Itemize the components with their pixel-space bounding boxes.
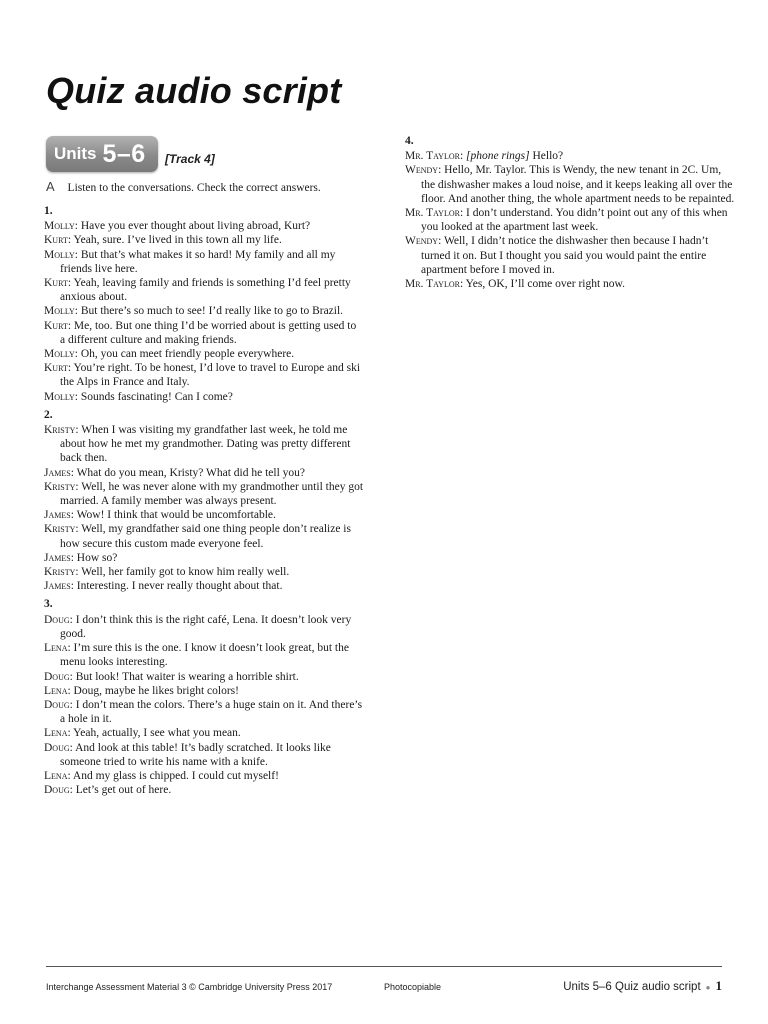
left-column — [44, 204, 364, 801]
dialogue-text: Yeah, leaving family and friends is something I’d feel pretty anxious about. — [60, 277, 351, 304]
footer-page-label: Units 5–6 Quiz audio script — [563, 981, 701, 993]
dialogue-text: Yeah, actually, I see what you mean. — [73, 727, 241, 740]
dialogue-line: Molly: Have you ever thought about living abroad, Kurt? — [44, 220, 311, 233]
page-number: 1 — [715, 978, 722, 993]
speaker-name: Kurt — [44, 234, 68, 247]
bullet-icon: ● — [705, 983, 711, 992]
speaker-name: Doug — [44, 670, 70, 683]
dialogue-line: Doug: I don’t mean the colors. There’s a huge stain on it. And there’s a hole in it. — [44, 698, 363, 726]
dialogue-text: Well, my grandfather said one thing people don’t realize is how secure this custom made everyone feel. — [60, 523, 351, 550]
dialogue-line: Kristy: Well, he was never alone with my grandmother until they got married. A family member was always present. — [44, 480, 364, 508]
track-label: [Track 4] — [165, 152, 215, 166]
conversation-number: 1. — [44, 205, 53, 217]
dialogue-line: Lena: And my glass is chipped. I could cut myself! — [44, 769, 279, 782]
speaker-name: Molly — [44, 348, 75, 361]
dialogue-text: Me, too. But one thing I’d be worried about is getting used to a different culture and making friends. — [60, 319, 357, 346]
right-column — [405, 134, 735, 295]
dialogue-text: I’m sure this is the one. I know it doesn’t look great, but the menu looks interesting. — [60, 642, 349, 669]
instruction-text: Listen to the conversations. Check the correct answers. — [67, 182, 321, 194]
dialogue-text: I don’t mean the colors. There’s a huge stain on it. And there’s a hole in it. — [60, 698, 363, 726]
dialogue-line: Lena: I’m sure this is the one. I know it doesn’t look great, but the menu looks interesting. — [44, 642, 349, 669]
speaker-name: Kurt — [44, 277, 68, 290]
dialogue-text: Let’s get out of here. — [75, 784, 172, 797]
speaker-name: Lena — [44, 642, 68, 655]
dialogue-text: Interesting. I never really thought about that. — [76, 580, 283, 593]
dialogue-text: Yes, OK, I’ll come over right now. — [465, 278, 625, 291]
speaker-name: Molly — [44, 248, 75, 261]
dialogue-line: Doug: But look! That waiter is wearing a horrible shirt. — [44, 670, 299, 683]
dialogue-text: I don’t think this is the right café, Lena. It doesn’t look very good. — [60, 613, 352, 640]
speaker-name: Lena — [44, 684, 68, 697]
dialogue-line: Mr. Taylor: [phone rings] Hello? — [405, 150, 564, 163]
dialogue-line: James: How so? — [44, 551, 118, 564]
dialogue-text: Oh, you can meet friendly people everywhere. — [80, 348, 295, 361]
dialogue-line: Kristy: When I was visiting my grandfather last week, he told me about how he met my grandmother. Dating was pretty different back then. — [44, 424, 351, 465]
dialogue-line: Mr. Taylor: Yes, OK, I’ll come over right now. — [405, 278, 625, 291]
dialogue-text: Doug, maybe he likes bright colors! — [73, 684, 239, 697]
dialogue-text: And look at this table! It’s badly scratched. It looks like someone tried to write his name with a knife. — [60, 741, 331, 768]
dialogue-text: But there’s so much to see! I’d really like to go to Brazil. — [80, 305, 344, 318]
dialogue-text: Well, I didn’t notice the dishwasher then because I hadn’t turned it on. But I thought you said you would paint the entire apartment before I moved in. — [421, 235, 709, 276]
dialogue-line: Doug: And look at this table! It’s badly scratched. It looks like someone tried to write his name with a knife. — [44, 741, 331, 768]
speaker-name: Kristy — [44, 566, 76, 579]
dialogue-text: What do you mean, Kristy? What did he tell you? — [76, 466, 306, 479]
speaker-name: Wendy — [405, 164, 439, 177]
footer — [46, 978, 722, 994]
dialogue-text: You’re right. To be honest, I’d love to travel to Europe and ski the Alps in France and Italy. — [60, 362, 361, 389]
speaker-name: Molly — [44, 305, 75, 318]
conversation-1 — [44, 204, 364, 404]
speaker-name: Doug — [44, 784, 70, 797]
instruction-letter: A — [46, 179, 55, 194]
dialogue-line: Molly: But there’s so much to see! I’d really like to go to Brazil. — [44, 305, 344, 318]
conversation-4 — [405, 134, 735, 291]
dialogue-line: Kurt: Me, too. But one thing I’d be worried about is getting used to a different culture and making friends. — [44, 319, 357, 346]
instruction — [46, 180, 321, 195]
speaker-name: Lena — [44, 769, 68, 782]
unit-badge — [46, 136, 158, 172]
dialogue-line: Mr. Taylor: I don’t understand. You didn’t point out any of this when you looked at the apartment last week. — [405, 207, 728, 234]
speaker-name: Kristy — [44, 480, 76, 493]
dialogue-text: And my glass is chipped. I could cut myself! — [72, 769, 279, 782]
dialogue-line: Kurt: Yeah, leaving family and friends is something I’d feel pretty anxious about. — [44, 277, 351, 304]
speaker-name: Wendy — [405, 235, 439, 248]
speaker-name: Mr. Taylor — [405, 207, 460, 220]
dialogue-line: Lena: Yeah, actually, I see what you mean. — [44, 727, 241, 740]
dialogue-line: Wendy: Well, I didn’t notice the dishwasher then because I hadn’t turned it on. But I thought you said you would paint the entire apartment before I moved in. — [405, 235, 709, 276]
speaker-name: Lena — [44, 727, 68, 740]
speaker-name: James — [44, 466, 71, 479]
speaker-name: Molly — [44, 390, 75, 403]
footer-photocopiable: Photocopiable — [384, 982, 442, 992]
speaker-name: James — [44, 551, 71, 564]
dialogue-line: Kurt: You’re right. To be honest, I’d love to travel to Europe and ski the Alps in France and Italy. — [44, 362, 361, 389]
conversation-3 — [44, 597, 364, 797]
speaker-name: Molly — [44, 220, 75, 233]
speaker-name: Mr. Taylor — [405, 150, 460, 163]
conversation-number: 2. — [44, 408, 53, 421]
dialogue-line: Doug: I don’t think this is the right café, Lena. It doesn’t look very good. — [44, 613, 352, 640]
unit-badge-numbers: 5–6 — [102, 139, 146, 168]
dialogue-text: Wow! I think that would be uncomfortable. — [76, 509, 276, 522]
dialogue-text: When I was visiting my grandfather last week, he told me about how he met my grandmother. Dating was pretty different back then. — [60, 424, 351, 465]
stage-direction: [phone rings] — [466, 150, 530, 163]
speaker-name: Kurt — [44, 362, 68, 375]
dialogue-line: Kristy: Well, my grandfather said one thing people don’t realize is how secure this custom made everyone feel. — [44, 523, 351, 550]
footer-copyright: Interchange Assessment Material 3 © Cambridge University Press 2017 — [46, 982, 333, 992]
dialogue-text: But that’s what makes it so hard! My family and all my friends live here. — [60, 248, 336, 275]
speaker-name: Kristy — [44, 523, 76, 536]
dialogue-line: James: What do you mean, Kristy? What did he tell you? — [44, 466, 306, 479]
dialogue-text: Have you ever thought about living abroad, Kurt? — [80, 220, 311, 233]
speaker-name: Kristy — [44, 424, 76, 437]
dialogue-text: Well, her family got to know him really well. — [81, 566, 290, 579]
dialogue-text: Hello? — [532, 150, 564, 163]
dialogue-text: Well, he was never alone with my grandmother until they got married. A family member was always present. — [60, 480, 364, 508]
conversation-number: 4. — [405, 135, 414, 147]
page-title: Quiz audio script — [46, 70, 342, 111]
speaker-name: James — [44, 580, 71, 593]
conversation-2 — [44, 408, 364, 594]
speaker-name: Kurt — [44, 319, 68, 332]
dialogue-text: Yeah, sure. I’ve lived in this town all my life. — [73, 234, 282, 247]
speaker-name: Mr. Taylor — [405, 278, 460, 291]
dialogue-line: James: Wow! I think that would be uncomfortable. — [44, 509, 276, 522]
dialogue-text: Hello, Mr. Taylor. This is Wendy, the new tenant in 2C. Um, the dishwasher makes a loud noise, and it keeps leaking all over the floor. And another thing, the whole apartment needs to be repainted. — [421, 164, 735, 205]
dialogue-line: Kurt: Yeah, sure. I’ve lived in this town all my life. — [44, 234, 282, 247]
speaker-name: James — [44, 509, 71, 522]
dialogue-text: I don’t understand. You didn’t point out any of this when you looked at the apartment last week. — [421, 207, 728, 234]
speaker-name: Doug — [44, 613, 70, 626]
dialogue-line: Kristy: Well, her family got to know him really well. — [44, 566, 290, 579]
speaker-name: Doug — [44, 741, 70, 754]
dialogue-line: Wendy: Hello, Mr. Taylor. This is Wendy, the new tenant in 2C. Um, the dishwasher makes a loud noise, and it keeps leaking all over the floor. And another thing, the whole apartment needs to be repainted. — [405, 164, 735, 205]
conversation-number: 3. — [44, 598, 53, 611]
footer-rule — [46, 966, 722, 967]
unit-badge-word: Units — [54, 144, 97, 163]
dialogue-line: Molly: Sounds fascinating! Can I come? — [44, 390, 233, 403]
dialogue-text: But look! That waiter is wearing a horrible shirt. — [75, 670, 299, 683]
dialogue-text: Sounds fascinating! Can I come? — [80, 390, 233, 403]
dialogue-line: Molly: But that’s what makes it so hard! My family and all my friends live here. — [44, 248, 336, 275]
dialogue-text: How so? — [76, 551, 118, 564]
speaker-name: Doug — [44, 698, 70, 711]
dialogue-line: Lena: Doug, maybe he likes bright colors! — [44, 684, 239, 697]
dialogue-line: Doug: Let’s get out of here. — [44, 784, 172, 797]
dialogue-line: Molly: Oh, you can meet friendly people everywhere. — [44, 348, 295, 361]
dialogue-line: James: Interesting. I never really thought about that. — [44, 580, 283, 593]
